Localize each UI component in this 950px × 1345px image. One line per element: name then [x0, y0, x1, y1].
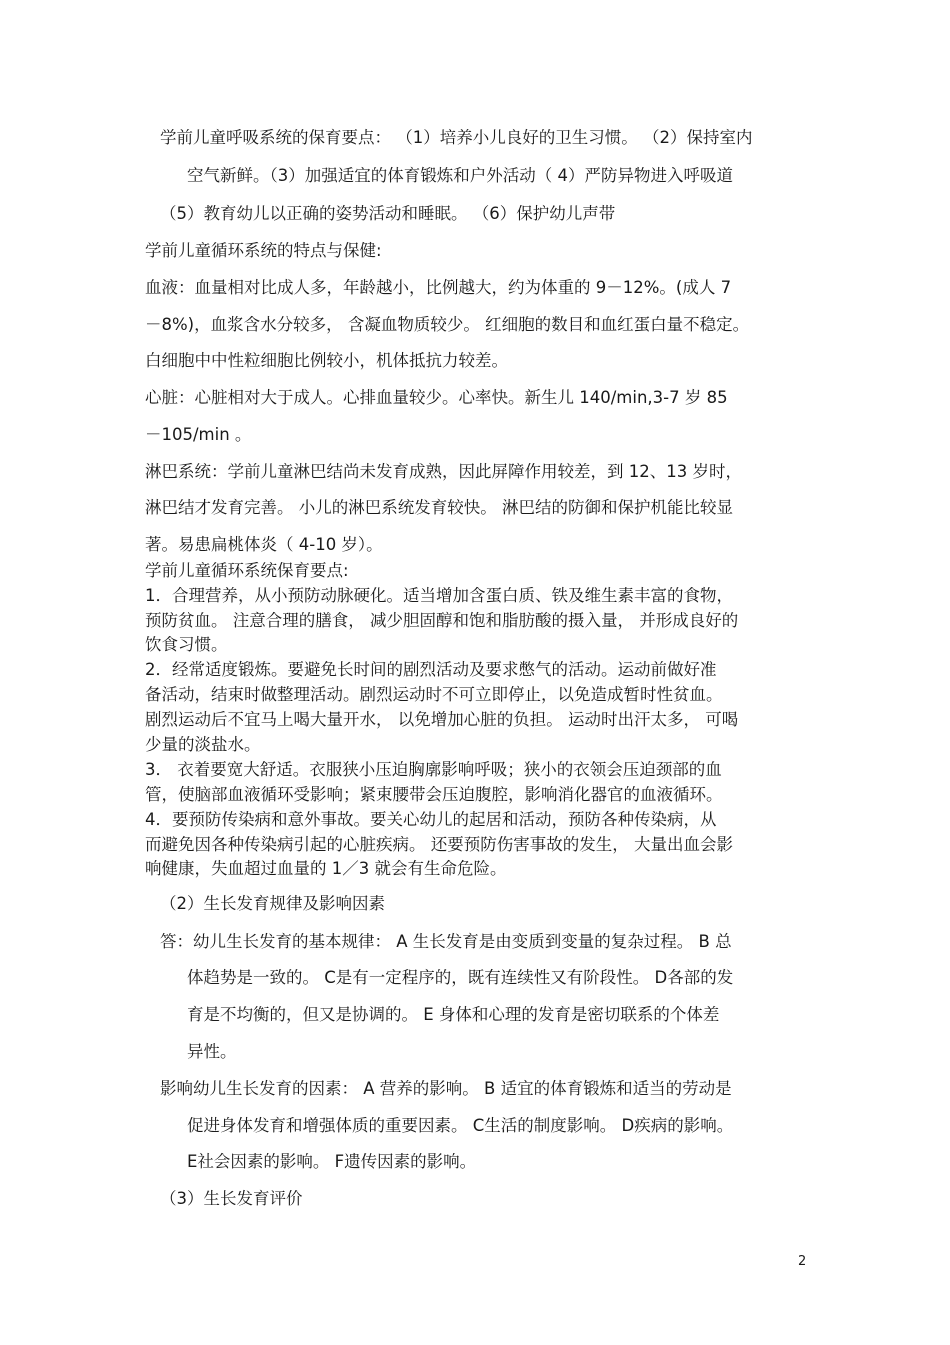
text-line: －8%)，血浆含水分较多， 含凝血物质较少。 红细胞的数目和血红蛋白量不稳定。	[145, 315, 750, 334]
section-heading: （3）生长发育评价	[160, 1189, 303, 1208]
text-line: 淋巴系统：学前儿童淋巴结尚未发育成熟，因此屏障作用较差，到 12、13 岁时，	[145, 462, 742, 481]
section-heading: （2）生长发育规律及影响因素	[160, 894, 385, 913]
text-line: 少量的淡盐水。	[145, 735, 261, 754]
text-line: 1．合理营养，从小预防动脉硬化。适当增加含蛋白质、铁及维生素丰富的食物，	[145, 586, 733, 605]
text-line: 预防贫血。 注意合理的膳食， 减少胆固醇和饱和脂肪酸的摄入量， 并形成良好的	[145, 611, 739, 630]
text-line: 促进身体发育和增强体质的重要因素。 C生活的制度影响。 D疾病的影响。	[187, 1116, 734, 1135]
text-line: 心脏：心脏相对大于成人。心排血量较少。心率快。新生儿 140/min,3-7 岁 85	[145, 388, 728, 407]
text-line: 著。易患扁桃体炎（ 4-10 岁）。	[145, 535, 383, 554]
text-line: 育是不均衡的，但又是协调的。 E 身体和心理的发育是密切联系的个体差	[187, 1005, 720, 1024]
text-line: 血液：血量相对比成人多，年龄越小，比例越大，约为体重的 9－12%。(成人 7	[145, 278, 732, 297]
text-line: 体趋势是一致的。 C是有一定程序的，既有连续性又有阶段性。 D各部的发	[187, 968, 734, 987]
text-line: 剧烈运动后不宜马上喝大量开水， 以免增加心脏的负担。 运动时出汗太多， 可喝	[145, 710, 739, 729]
text-line: 白细胞中中性粒细胞比例较小，机体抵抗力较差。	[145, 351, 508, 370]
text-line: －105/min 。	[145, 425, 252, 444]
text-line: 3． 衣着要宽大舒适。衣服狭小压迫胸廓影响呼吸；狭小的衣领会压迫颈部的血	[145, 760, 722, 779]
text-line: 学前儿童循环系统保育要点:	[145, 561, 349, 580]
text-line: 4．要预防传染病和意外事故。要关心幼儿的起居和活动，预防各种传染病，从	[145, 810, 717, 829]
text-line: （5）教育幼儿以正确的姿势活动和睡眠。 （6）保护幼儿声带	[160, 204, 616, 223]
text-line: 而避免因各种传染病引起的心脏疾病。 还要预防伤害事故的发生， 大量出血会影	[145, 835, 733, 854]
text-line: 2．经常适度锻炼。要避免长时间的剧烈活动及要求憋气的活动。运动前做好准	[145, 660, 717, 679]
text-line: 响健康，失血超过血量的 1／3 就会有生命危险。	[145, 859, 507, 878]
text-line: 备活动，结束时做整理活动。剧烈运动时不可立即停止，以免造成暂时性贫血。	[145, 685, 723, 704]
text-line: 学前儿童循环系统的特点与保健:	[145, 241, 382, 260]
text-line: 学前儿童呼吸系统的保育要点： （1）培养小儿良好的卫生习惯。 （2）保持室内	[160, 128, 753, 147]
text-line: 淋巴结才发育完善。 小儿的淋巴系统发育较快。 淋巴结的防御和保护机能比较显	[145, 498, 733, 517]
text-line: 管，使脑部血液循环受影响；紧束腰带会压迫腹腔，影响消化器官的血液循环。	[145, 785, 723, 804]
text-line: 空气新鲜。（3）加强适宜的体育锻炼和户外活动（ 4）严防异物进入呼吸道	[187, 166, 733, 185]
text-line: 异性。	[187, 1042, 237, 1061]
page-number: 2	[798, 1254, 807, 1269]
text-line: 饮食习惯。	[145, 635, 228, 654]
text-line: 答：幼儿生长发育的基本规律： A 生长发育是由变质到变量的复杂过程。 B 总	[160, 932, 732, 951]
text-line: E社会因素的影响。 F遗传因素的影响。	[187, 1152, 477, 1171]
text-line: 影响幼儿生长发育的因素： A 营养的影响。 B 适宜的体育锻炼和适当的劳动是	[160, 1079, 732, 1098]
